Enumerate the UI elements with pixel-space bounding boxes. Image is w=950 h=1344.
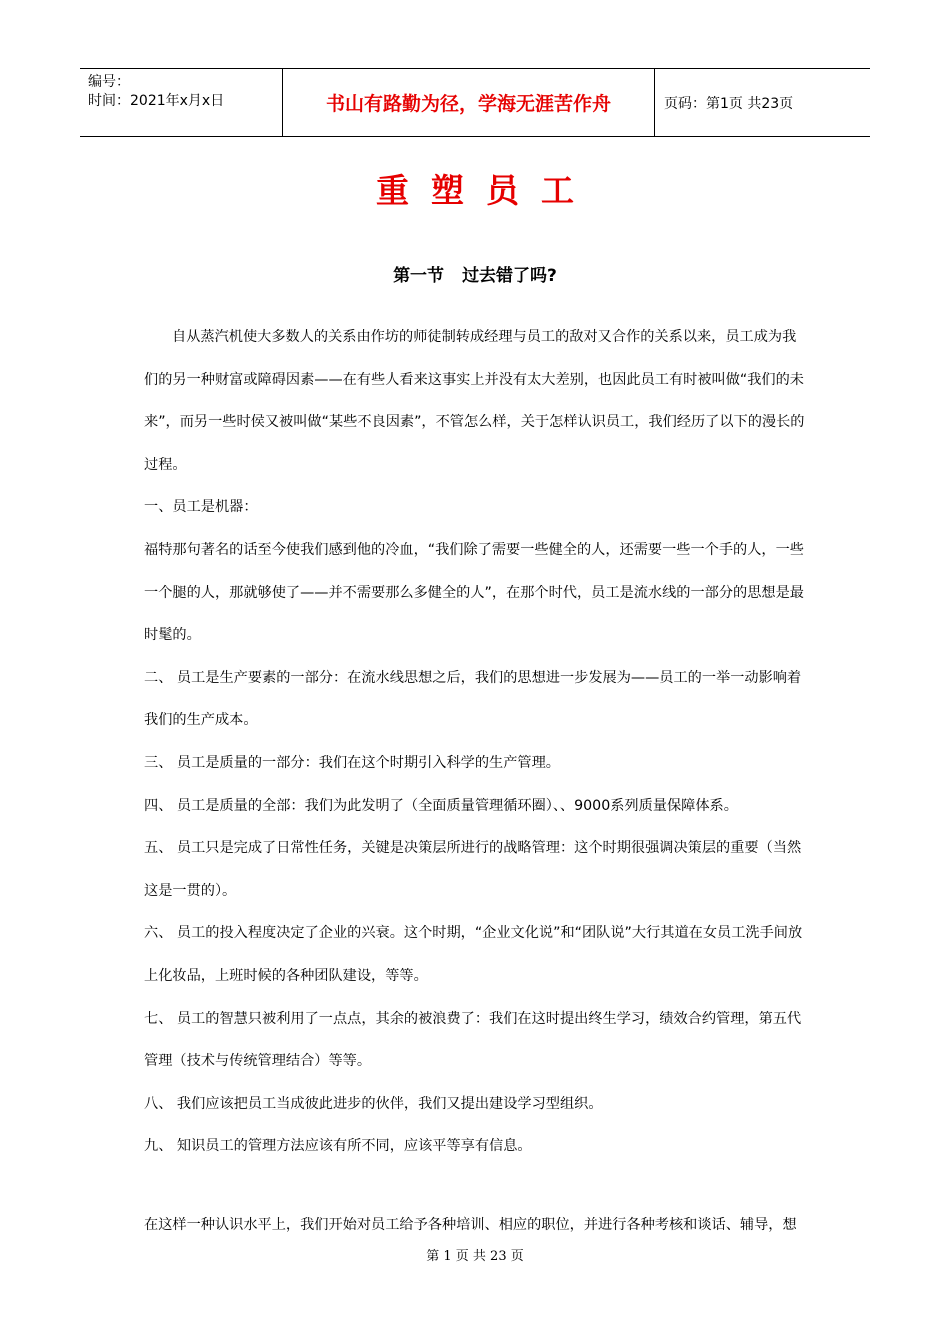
document-date: 时间：2021年x月x日 xyxy=(88,93,225,109)
document-number-label: 编号： xyxy=(88,74,130,90)
section-heading: 过去错了吗? xyxy=(462,266,557,286)
section-title xyxy=(0,261,950,286)
document-body xyxy=(144,316,806,1246)
intro-paragraph: 自从蒸汽机使大多数人的关系由作坊的师徒制转成经理与员工的敌对又合作的关系以来，员工成为我们的另一种财富或障碍因素——在有些人看来这事实上并没有太大差别，也因此员工有时被叫做“我们的未来”，而另一些时侯又被叫做“某些不良因素”，不管怎么样，关于怎样认识员工，我们经历了以下的漫长的过程。 xyxy=(144,329,805,473)
list-item: 三、 员工是质量的一部分：我们在这个时期引入科学的生产管理。 xyxy=(144,754,560,771)
list-item: 八、 我们应该把员工当成彼此进步的伙伴，我们又提出建设学习型组织。 xyxy=(144,1095,603,1112)
list-item: 九、 知识员工的管理方法应该有所不同，应该平等享有信息。 xyxy=(144,1138,532,1155)
document-title: 重塑员工 xyxy=(376,171,596,210)
list-item: 五、 员工只是完成了日常性任务，关键是决策层所进行的战略管理：这个时期很强调决策层的重要（当然这是一贯的）。 xyxy=(144,840,802,899)
list-item: 四、 员工是质量的全部：我们为此发明了（全面质量管理循环圈）、、9000系列质量保障体系。 xyxy=(144,797,738,814)
list-item: 一、员工是机器： xyxy=(144,499,258,516)
paragraph: 在这样一种认识水平上，我们开始对员工给予各种培训、相应的职位，并进行各种考核和谈话、辅导，想 xyxy=(144,1216,797,1233)
page-footer: 第 1 页 共 23 页 xyxy=(426,1249,524,1264)
list-item: 六、 员工的投入程度决定了企业的兴衰。这个时期，“企业文化说”和“团队说”大行其道在女员工洗手间放上化妆品，上班时候的各种团队建设，等等。 xyxy=(144,925,803,984)
header-table xyxy=(80,68,870,137)
header-motto: 书山有路勤为径，学海无涯苦作舟 xyxy=(282,69,655,136)
header-page-info: 页码：第1页 共23页 xyxy=(664,95,794,112)
header-meta xyxy=(80,69,282,136)
list-item: 二、 员工是生产要素的一部分：在流水线思想之后，我们的思想进一步发展为——员工的一举一动影响着我们的生产成本。 xyxy=(144,669,802,729)
section-number: 第一节 xyxy=(393,266,445,286)
paragraph: 福特那句著名的话至今使我们感到他的冷血，“我们除了需要一些健全的人，还需要一些一个手的人，一些一个腿的人，那就够使了——并不需要那么多健全的人”，在那个时代，员工是流水线的一部分的思想是最时髦的。 xyxy=(144,541,804,644)
list-item: 七、 员工的智慧只被利用了一点点，其余的被浪费了：我们在这时提出终生学习，绩效合约管理，第五代管理（技术与传统管理结合）等等。 xyxy=(144,1010,802,1070)
